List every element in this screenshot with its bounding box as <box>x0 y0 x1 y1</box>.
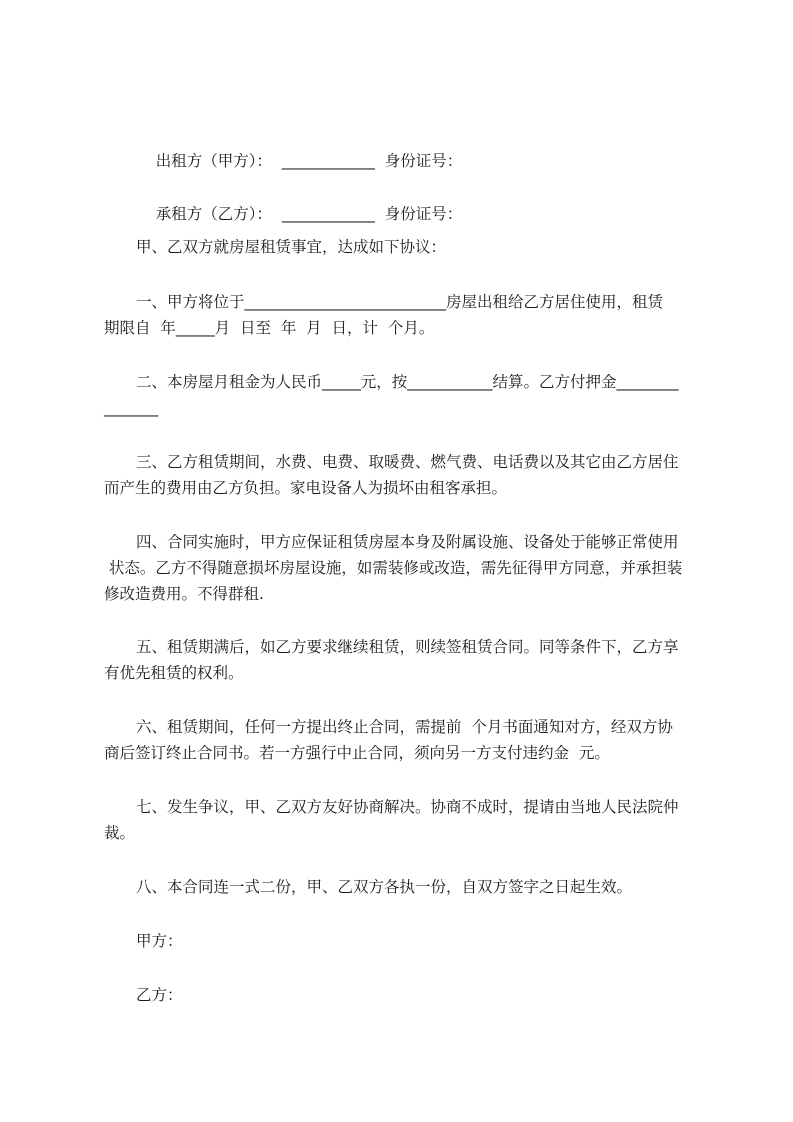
clause-6-line-2: 商后签订终止合同书。若一方强行中止合同，须向另一方支付违约金 元。 <box>104 744 610 762</box>
lessee-id-label: 身份证号： <box>384 205 463 223</box>
clause-2-line-2: _______ <box>104 399 159 417</box>
clause-4-line-3: 修改造费用。不得群租. <box>104 585 264 603</box>
clause-4-line-2: 状态。乙方不得随意损坏房屋设施，如需装修或改造，需先征得甲方同意，并承担装 <box>104 559 683 577</box>
clause-1-line-1: 一、甲方将位于__________________________房屋出租给乙方居住使用，租赁 <box>136 293 664 311</box>
party-a-signature-label: 甲方： <box>136 932 183 950</box>
clause-3-line-2: 而产生的费用由乙方负担。家电设备人为损坏由租客承担。 <box>104 479 508 497</box>
clause-7-line-2: 裁。 <box>104 824 136 842</box>
intro-text: 甲、乙双方就房屋租赁事宜，达成如下协议： <box>136 238 447 256</box>
clause-3-line-1: 三、乙方租赁期间，水费、电费、取暖费、燃气费、电话费以及其它由乙方居住 <box>136 453 679 471</box>
clause-2-line-1: 二、本房屋月租金为人民币_____元，按___________结算。乙方付押金________ <box>136 373 679 391</box>
lessor-name-blank: ____________ <box>281 152 375 170</box>
party-b-signature-label: 乙方： <box>136 986 183 1004</box>
lessor-label: 出租方（甲方）： <box>155 152 272 170</box>
clause-8-line-1: 八、本合同连一式二份，甲、乙双方各执一份，自双方签字之日起生效。 <box>136 878 633 896</box>
clause-5-line-2: 有优先租赁的权利。 <box>104 664 244 682</box>
clause-5-line-1: 五、租赁期满后，如乙方要求继续租赁，则续签租赁合同。同等条件下，乙方享 <box>136 638 679 656</box>
lessee-row <box>136 184 462 244</box>
clause-1-line-2: 期限自 年_____月 日至 年 月 日，计 个月。 <box>104 319 435 337</box>
clause-4-line-1: 四、合同实施时，甲方应保证租赁房屋本身及附属设施、设备处于能够正常使用 <box>136 533 679 551</box>
clause-7-line-1: 七、发生争议，甲、乙双方友好协商解决。协商不成时，提请由当地人民法院仲 <box>136 798 679 816</box>
lessee-name-blank: ____________ <box>281 205 375 223</box>
lessor-id-label: 身份证号： <box>384 152 463 170</box>
lessee-label: 承租方（乙方）： <box>155 205 272 223</box>
lessor-row <box>136 131 462 191</box>
clause-6-line-1: 六、租赁期间，任何一方提出终止合同，需提前 个月书面通知对方，经双方协 <box>136 718 673 736</box>
